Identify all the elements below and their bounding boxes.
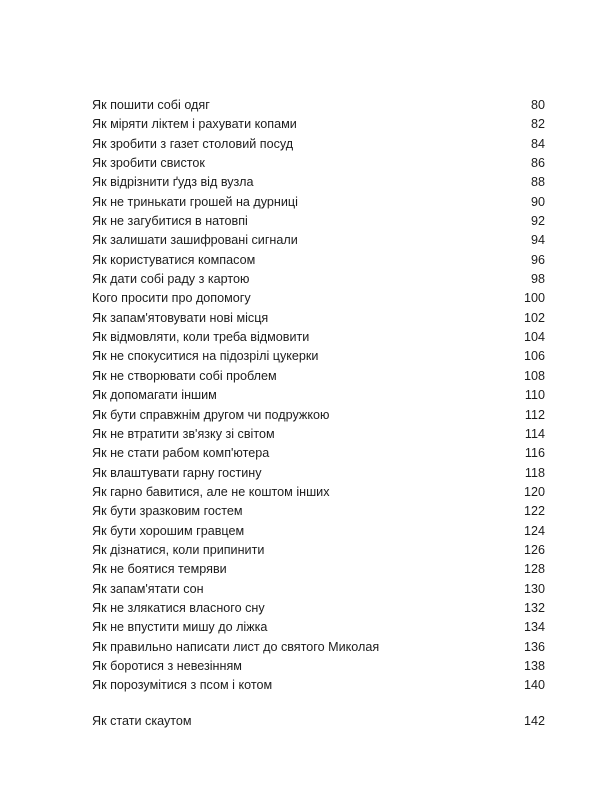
toc-entry-page: 94 (530, 233, 545, 248)
toc-entry-page: 80 (530, 98, 545, 112)
toc-entry-title: Як не тринькати грошей на дурниці (92, 194, 298, 209)
toc-entry-title: Як бути хорошим гравцем (92, 523, 245, 538)
toc-entry-page: 108 (523, 368, 545, 383)
toc-entry (92, 502, 545, 521)
toc-entry-page: 128 (523, 562, 545, 577)
toc-entry-final (92, 712, 545, 731)
toc-entry (92, 347, 545, 366)
toc-entry-page: 134 (523, 620, 545, 635)
toc-entry-title: Як запам'ятати сон (92, 581, 204, 596)
toc-entry (92, 173, 545, 192)
toc-entry-page: 110 (524, 388, 545, 403)
toc-entry-title: Як не боятися темряви (92, 562, 227, 577)
toc-entry (92, 560, 545, 579)
toc-entry-title: Як порозумітися з псом і котом (92, 678, 273, 693)
toc-entry (92, 115, 545, 134)
toc-entry (92, 638, 545, 657)
toc-entry (92, 425, 545, 444)
toc-entry (92, 444, 545, 463)
toc-entry-page: 88 (530, 175, 545, 190)
toc-entry-title: Як бути справжнім другом чи подружкою (92, 407, 330, 422)
toc-entry (92, 580, 545, 599)
toc-entry-title: Як дізнатися, коли припинити (92, 542, 265, 557)
toc-entry (92, 386, 545, 405)
toc-entry (92, 599, 545, 618)
toc-entry-page: 90 (530, 194, 545, 209)
toc-entry-title: Як стати скаутом (92, 714, 192, 728)
toc-entry-page: 84 (530, 136, 545, 151)
toc-entry (92, 231, 545, 250)
toc-entry-title: Як влаштувати гарну гостину (92, 465, 262, 480)
toc-entry-title: Як не загубитися в натовпі (92, 214, 248, 229)
toc-entry (92, 618, 545, 637)
table-of-contents (92, 96, 545, 696)
toc-entry-page: 124 (523, 523, 545, 538)
toc-entry (92, 541, 545, 560)
toc-entry-page: 86 (530, 156, 545, 171)
toc-entry-page: 98 (530, 272, 545, 287)
toc-entry-title: Як дати собі раду з картою (92, 272, 250, 287)
toc-entry-page: 140 (523, 678, 545, 693)
toc-entry (92, 328, 545, 347)
toc-entry (92, 483, 545, 502)
toc-entry-title: Як пошити собі одяг (92, 98, 210, 112)
toc-entry-title: Кого просити про допомогу (92, 291, 251, 306)
toc-entry-page: 130 (523, 581, 545, 596)
toc-entry-page: 96 (530, 252, 545, 267)
toc-entry-title: Як не створювати собі проблем (92, 368, 277, 383)
toc-entry-title: Як залишати зашифровані сигнали (92, 233, 298, 248)
toc-entry-title: Як користуватися компасом (92, 252, 256, 267)
toc-entry-page: 106 (523, 349, 545, 364)
toc-entry-page: 100 (523, 291, 545, 306)
toc-entry-title: Як допомагати іншим (92, 388, 217, 403)
toc-entry-page: 112 (524, 407, 545, 422)
toc-entry (92, 270, 545, 289)
toc-entry-title: Як правильно написати лист до святого Миколая (92, 639, 380, 654)
toc-entry-page: 138 (523, 658, 545, 673)
toc-entry-page: 82 (530, 117, 545, 132)
toc-entry (92, 289, 545, 308)
toc-entry (92, 367, 545, 386)
toc-entry (92, 135, 545, 154)
toc-entry-title: Як зробити свисток (92, 156, 205, 171)
toc-entry (92, 251, 545, 270)
toc-entry-page: 114 (524, 426, 545, 441)
toc-entry-page: 132 (523, 600, 545, 615)
toc-entry-title: Як не стати рабом комп'ютера (92, 446, 270, 461)
toc-entry-title: Як боротися з невезінням (92, 658, 242, 673)
toc-entry (92, 154, 545, 173)
toc-entry-title: Як запам'ятовувати нові місця (92, 310, 269, 325)
toc-entry-page: 122 (523, 504, 545, 519)
toc-entry (92, 309, 545, 328)
toc-entry-title: Як відмовляти, коли треба відмовити (92, 330, 310, 345)
toc-entry-title: Як відрізнити ґудз від вузла (92, 175, 254, 190)
toc-entry-page: 92 (530, 214, 545, 229)
toc-entry-title: Як гарно бавитися, але не коштом інших (92, 484, 330, 499)
toc-entry-page: 126 (523, 542, 545, 557)
toc-entry (92, 212, 545, 231)
toc-entry-page: 102 (523, 310, 545, 325)
toc-entry-page: 118 (524, 465, 545, 480)
toc-entry-page: 120 (523, 484, 545, 499)
toc-entry-title: Як зробити з газет столовий посуд (92, 136, 294, 151)
toc-entry (92, 522, 545, 541)
toc-entry-page: 142 (523, 714, 545, 728)
toc-entry (92, 676, 545, 695)
toc-entry (92, 464, 545, 483)
toc-entry-title: Як не втратити зв'язку зі світом (92, 426, 275, 441)
toc-entry-page: 104 (523, 330, 545, 345)
toc-entry-page: 136 (523, 639, 545, 654)
toc-entry (92, 96, 545, 115)
toc-entry-page: 116 (524, 446, 545, 461)
toc-entry (92, 657, 545, 676)
toc-entry-title: Як не спокуситися на підозрілі цукерки (92, 349, 319, 364)
toc-entry (92, 406, 545, 425)
toc-entry-title: Як міряти ліктем і рахувати копами (92, 117, 297, 132)
toc-entry-title: Як не злякатися власного сну (92, 600, 265, 615)
toc-entry-title: Як не впустити мишу до ліжка (92, 620, 268, 635)
toc-entry-title: Як бути зразковим гостем (92, 504, 243, 519)
toc-entry (92, 193, 545, 212)
